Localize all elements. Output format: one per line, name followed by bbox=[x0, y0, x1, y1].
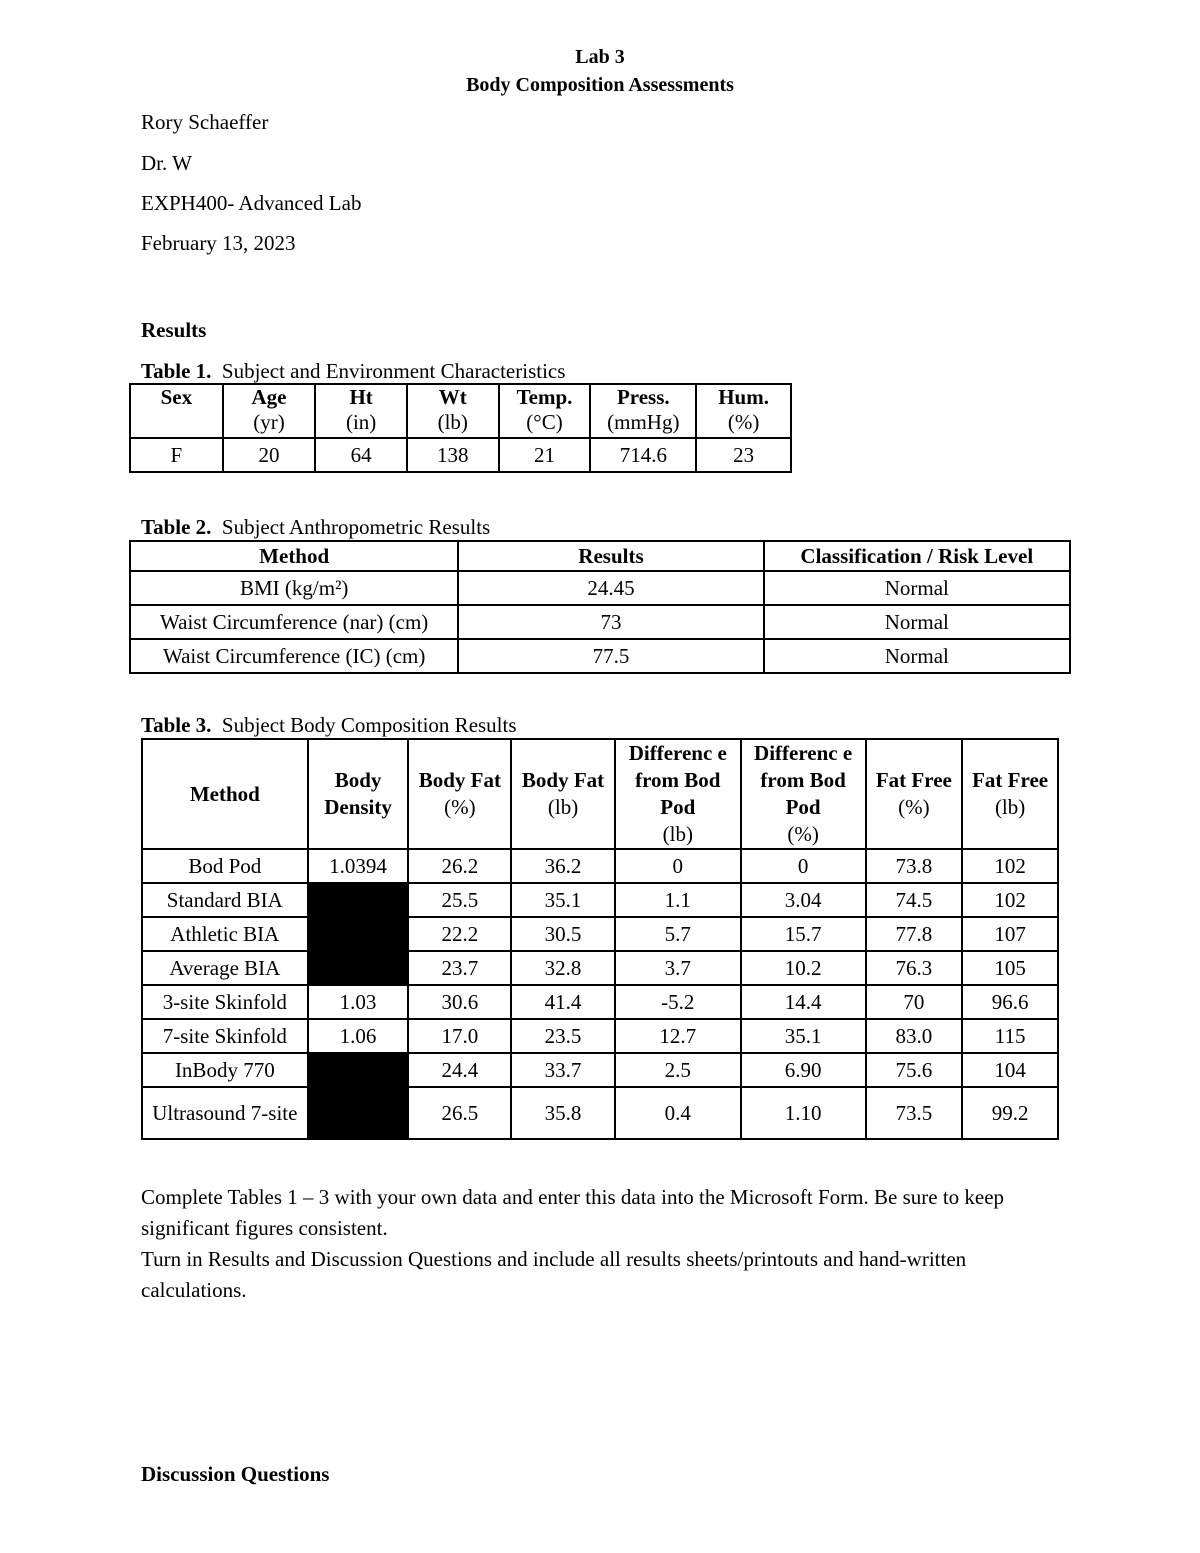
table3-header-row bbox=[142, 739, 1058, 849]
table2-cell: Normal bbox=[764, 639, 1070, 673]
table3-header-cell bbox=[615, 739, 741, 849]
table3-cell: 23.7 bbox=[408, 951, 511, 985]
table1-cell: 714.6 bbox=[590, 438, 696, 472]
table-row bbox=[142, 985, 1058, 1019]
table2-header-cell: Classification / Risk Level bbox=[764, 541, 1070, 571]
table3-cell: 17.0 bbox=[408, 1019, 511, 1053]
table3-cell: 0 bbox=[741, 849, 866, 883]
table3-method-cell: InBody 770 bbox=[142, 1053, 308, 1087]
table1-header-unit: (yr) bbox=[253, 410, 285, 434]
instruction-2: Turn in Results and Discussion Questions and include all results sheets/printouts and hand-written calculations. bbox=[141, 1247, 967, 1302]
table3-cell: 14.4 bbox=[741, 985, 866, 1019]
redacted-cell bbox=[308, 1087, 409, 1139]
table2-cell: BMI (kg/m²) bbox=[130, 571, 458, 605]
table1-header-name: Wt bbox=[438, 385, 467, 409]
table3-cell: 73.8 bbox=[866, 849, 963, 883]
table3-cell: 0 bbox=[615, 849, 741, 883]
table1-label: Table 1. bbox=[141, 359, 212, 383]
table3-cell: 33.7 bbox=[511, 1053, 615, 1087]
table3-cell: 10.2 bbox=[741, 951, 866, 985]
instructions bbox=[141, 1182, 1061, 1306]
table3-method-cell: 7-site Skinfold bbox=[142, 1019, 308, 1053]
table1-header-unit: (lb) bbox=[437, 410, 468, 434]
table3-header-cell bbox=[142, 739, 308, 849]
table3-header-unit: (%) bbox=[444, 795, 476, 819]
table1 bbox=[129, 383, 792, 473]
table-row bbox=[142, 1053, 1058, 1087]
report-date: February 13, 2023 bbox=[141, 231, 296, 255]
table3-cell: 15.7 bbox=[741, 917, 866, 951]
table3-cell: 102 bbox=[962, 849, 1058, 883]
table3-cell: 77.8 bbox=[866, 917, 963, 951]
table1-header-row bbox=[130, 384, 791, 438]
table-row bbox=[142, 849, 1058, 883]
redacted-cell bbox=[308, 951, 409, 985]
table3-label: Table 3. bbox=[141, 713, 212, 737]
table3-header-name: Fat Free bbox=[875, 768, 952, 792]
page-title: Body Composition Assessments bbox=[466, 74, 734, 96]
table3-cell: -5.2 bbox=[615, 985, 741, 1019]
table3-header-name: Body Fat bbox=[418, 768, 501, 792]
table3-cell: 99.2 bbox=[962, 1087, 1058, 1139]
table1-header-cell bbox=[696, 384, 791, 438]
table2-header-cell: Method bbox=[130, 541, 458, 571]
table3-cell: 3.7 bbox=[615, 951, 741, 985]
table2-cell: Normal bbox=[764, 571, 1070, 605]
table-row bbox=[142, 951, 1058, 985]
table1-cell: 20 bbox=[223, 438, 316, 472]
table1-cell: 64 bbox=[315, 438, 407, 472]
table1-header-name: Press. bbox=[616, 385, 670, 409]
table3-header-unit: (lb) bbox=[547, 795, 579, 819]
table3-header-cell bbox=[962, 739, 1058, 849]
table3-cell: 36.2 bbox=[511, 849, 615, 883]
table-row bbox=[142, 1087, 1058, 1139]
table3-cell: 32.8 bbox=[511, 951, 615, 985]
table3-cell: 115 bbox=[962, 1019, 1058, 1053]
table2-cell: 24.45 bbox=[458, 571, 763, 605]
table1-header-cell bbox=[499, 384, 591, 438]
table3-cell: 25.5 bbox=[408, 883, 511, 917]
table3-header-unit: (lb) bbox=[662, 822, 693, 846]
table2-cell: Waist Circumference (nar) (cm) bbox=[130, 605, 458, 639]
table3-cell: 76.3 bbox=[866, 951, 963, 985]
redacted-cell bbox=[308, 1053, 409, 1087]
table1-header-unit: (mmHg) bbox=[607, 410, 680, 434]
table1-header-cell bbox=[315, 384, 407, 438]
results-heading: Results bbox=[141, 318, 207, 342]
table3-cell: 30.5 bbox=[511, 917, 615, 951]
table3-cell: 73.5 bbox=[866, 1087, 963, 1139]
table3-cell: 96.6 bbox=[962, 985, 1058, 1019]
table3-cell: 22.2 bbox=[408, 917, 511, 951]
table3-cell: 74.5 bbox=[866, 883, 963, 917]
table-row bbox=[130, 605, 1070, 639]
table3-cell: 102 bbox=[962, 883, 1058, 917]
table3-cell: 35.8 bbox=[511, 1087, 615, 1139]
table2-header-row bbox=[130, 541, 1070, 571]
table3-cell: 107 bbox=[962, 917, 1058, 951]
table2-cell: Normal bbox=[764, 605, 1070, 639]
table3-header-cell bbox=[408, 739, 511, 849]
table3-header-unit: (%) bbox=[787, 822, 819, 846]
table2-caption bbox=[141, 515, 490, 540]
table3-header-name: Differenc e from Bod Pod bbox=[628, 741, 727, 819]
table1-header-unit: (°C) bbox=[526, 410, 563, 434]
table1-caption-text: Subject and Environment Characteristics bbox=[221, 359, 566, 383]
table-row bbox=[142, 1019, 1058, 1053]
table3-header-name: Differenc e from Bod Pod bbox=[754, 741, 853, 819]
table3-cell: 6.90 bbox=[741, 1053, 866, 1087]
table2-cell: 77.5 bbox=[458, 639, 763, 673]
table2-label: Table 2. bbox=[141, 515, 212, 539]
table2-cell: Waist Circumference (IC) (cm) bbox=[130, 639, 458, 673]
table3-cell: 1.10 bbox=[741, 1087, 866, 1139]
table3-method-cell: Ultrasound 7-site bbox=[142, 1087, 308, 1139]
table1-cell: 138 bbox=[407, 438, 499, 472]
table1-header-name: Hum. bbox=[718, 385, 769, 409]
table1-header-cell bbox=[130, 384, 223, 438]
table1-header-name: Ht bbox=[349, 385, 373, 409]
lab-number: Lab 3 bbox=[575, 46, 625, 68]
table-row bbox=[142, 917, 1058, 951]
table1-header-name: Sex bbox=[160, 385, 193, 409]
table2-header-cell: Results bbox=[458, 541, 763, 571]
table3-method-cell: Athletic BIA bbox=[142, 917, 308, 951]
table2 bbox=[129, 540, 1071, 674]
table3-cell: 26.2 bbox=[408, 849, 511, 883]
table3-cell: 2.5 bbox=[615, 1053, 741, 1087]
table3-header-cell bbox=[308, 739, 409, 849]
table2-cell: 73 bbox=[458, 605, 763, 639]
table3-cell: 1.1 bbox=[615, 883, 741, 917]
table3-header-cell bbox=[741, 739, 866, 849]
table3-cell: 75.6 bbox=[866, 1053, 963, 1087]
table3-cell: 23.5 bbox=[511, 1019, 615, 1053]
table1-header-name: Temp. bbox=[516, 385, 573, 409]
table3-caption-text: Subject Body Composition Results bbox=[221, 713, 517, 737]
table3-header-unit: (lb) bbox=[994, 795, 1026, 819]
table3-cell: 1.0394 bbox=[308, 849, 409, 883]
table-row bbox=[142, 883, 1058, 917]
table1-header-cell bbox=[223, 384, 316, 438]
table3-cell: 70 bbox=[866, 985, 963, 1019]
table3-cell: 105 bbox=[962, 951, 1058, 985]
table1-header-name: Age bbox=[251, 385, 287, 409]
course-name: EXPH400- Advanced Lab bbox=[141, 191, 362, 215]
table3-header-name: Body Density bbox=[324, 768, 392, 819]
table3-cell: 24.4 bbox=[408, 1053, 511, 1087]
redacted-cell bbox=[308, 883, 409, 917]
table1-cell: 23 bbox=[696, 438, 791, 472]
table3-cell: 12.7 bbox=[615, 1019, 741, 1053]
table3-method-cell: Bod Pod bbox=[142, 849, 308, 883]
table3-cell: 1.06 bbox=[308, 1019, 409, 1053]
table1-data-row bbox=[130, 438, 791, 472]
table1-header-unit: (in) bbox=[345, 410, 377, 434]
table3-cell: 3.04 bbox=[741, 883, 866, 917]
table1-header-cell bbox=[407, 384, 499, 438]
table-row bbox=[130, 639, 1070, 673]
table3-header-name: Body Fat bbox=[521, 768, 605, 792]
table3-header-cell bbox=[866, 739, 963, 849]
table3-cell: 0.4 bbox=[615, 1087, 741, 1139]
table1-header-cell bbox=[590, 384, 696, 438]
instructor-name: Dr. W bbox=[141, 151, 192, 175]
table3-method-cell: 3-site Skinfold bbox=[142, 985, 308, 1019]
table3-cell: 26.5 bbox=[408, 1087, 511, 1139]
table3-header-unit: (%) bbox=[898, 795, 930, 819]
table3-cell: 30.6 bbox=[408, 985, 511, 1019]
table3 bbox=[141, 738, 1059, 1140]
table1-caption bbox=[141, 359, 565, 384]
discussion-heading: Discussion Questions bbox=[141, 1462, 330, 1486]
table3-cell: 83.0 bbox=[866, 1019, 963, 1053]
table3-cell: 5.7 bbox=[615, 917, 741, 951]
table3-cell: 35.1 bbox=[741, 1019, 866, 1053]
instruction-1: Complete Tables 1 – 3 with your own data and enter this data into the Microsoft Form. Be sure to keep significant figures consistent. bbox=[141, 1185, 1005, 1240]
author-name: Rory Schaeffer bbox=[141, 110, 269, 134]
table3-cell: 41.4 bbox=[511, 985, 615, 1019]
table3-header-cell bbox=[511, 739, 615, 849]
table-row bbox=[130, 571, 1070, 605]
table3-cell: 104 bbox=[962, 1053, 1058, 1087]
table3-caption bbox=[141, 713, 517, 738]
table2-caption-text: Subject Anthropometric Results bbox=[221, 515, 491, 539]
table1-cell: 21 bbox=[499, 438, 591, 472]
table1-header-unit: (%) bbox=[727, 410, 760, 434]
table3-header-name: Method bbox=[189, 781, 260, 806]
table3-cell: 1.03 bbox=[308, 985, 409, 1019]
table3-cell: 35.1 bbox=[511, 883, 615, 917]
table3-header-name: Fat Free bbox=[972, 768, 1049, 792]
table3-method-cell: Standard BIA bbox=[142, 883, 308, 917]
redacted-cell bbox=[308, 917, 409, 951]
table1-cell: F bbox=[130, 438, 223, 472]
table3-method-cell: Average BIA bbox=[142, 951, 308, 985]
